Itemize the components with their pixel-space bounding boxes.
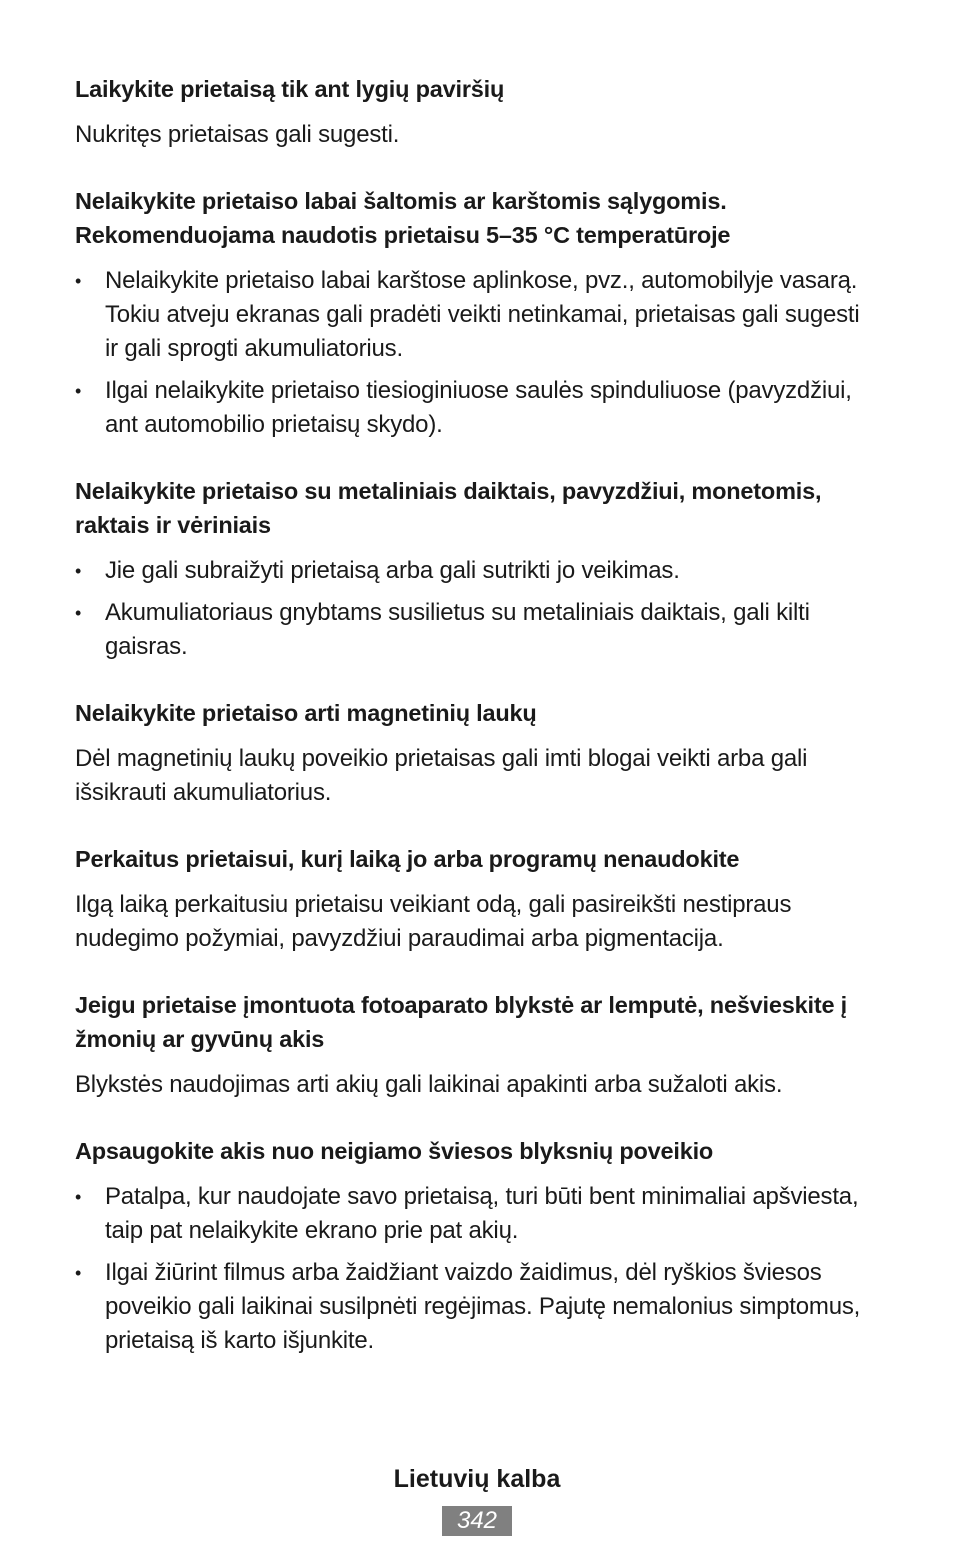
section-heading: Perkaitus prietaisui, kurį laiką jo arba programų nenaudokite <box>75 846 740 872</box>
section-paragraph: Dėl magnetinių laukų poveikio prietaisas gali imti blogai veikti arba gali išsikrauti akumuliatorius. <box>75 745 808 806</box>
bullet-icon: • <box>75 381 82 401</box>
section-paragraph: Blykstės naudojimas arti akių gali laikinai apakinti arba sužaloti akis. <box>75 1071 783 1098</box>
section-overheating <box>75 842 875 956</box>
list-item: • Ilgai nelaikykite prietaiso tiesioginiuose saulės spinduliuose (pavyzdžiui, ant automobilio prietaisų skydo). <box>75 374 875 442</box>
section-paragraph: Nukritęs prietaisas gali sugesti. <box>75 121 400 148</box>
section-magnetic-fields <box>75 696 875 810</box>
section-heading: Laikykite prietaisą tik ant lygių paviršių <box>75 76 505 102</box>
bullet-icon: • <box>75 271 82 291</box>
section-heading: Nelaikykite prietaiso su metaliniais daiktais, pavyzdžiui, monetomis, raktais ir vėriniais <box>75 478 822 538</box>
bullet-icon: • <box>75 603 82 623</box>
bullet-list <box>75 264 875 442</box>
list-item: • Akumuliatoriaus gnybtams susilietus su metaliniais daiktais, gali kilti gaisras. <box>75 596 875 664</box>
section-flash <box>75 988 875 1102</box>
section-heading: Jeigu prietaise įmontuota fotoaparato blykstė ar lemputė, nešvieskite į žmonių ar gyvūnų akis <box>75 992 847 1052</box>
section-temperature <box>75 184 875 442</box>
bullet-icon: • <box>75 1187 82 1207</box>
footer-language: Lietuvių kalba <box>393 1465 561 1493</box>
bullet-icon: • <box>75 1263 82 1283</box>
bullet-icon: • <box>75 561 82 581</box>
list-item: • Ilgai žiūrint filmus arba žaidžiant vaizdo žaidimus, dėl ryškios šviesos poveikio gali laikinai susilpnėti regėjimas. Pajutę nemalonius simptomus, prietaisą iš karto išjunkite. <box>75 1256 875 1358</box>
list-item: • Patalpa, kur naudojate savo prietaisą, turi būti bent minimaliai apšviesta, taip pat nelaikykite ekrano prie pat akių. <box>75 1180 875 1248</box>
section-eye-protection <box>75 1134 875 1358</box>
page-content <box>75 72 875 1390</box>
section-heading: Apsaugokite akis nuo neigiamo šviesos blyksnių poveikio <box>75 1138 714 1164</box>
list-item: • Nelaikykite prietaiso labai karštose aplinkose, pvz., automobilyje vasarą. Tokiu atveju ekranas gali pradėti veikti netinkamai, prietaisas gali sugesti ir gali sprogti akumuliatorius. <box>75 264 875 366</box>
section-metal-objects <box>75 474 875 664</box>
section-heading: Nelaikykite prietaiso arti magnetinių laukų <box>75 700 537 726</box>
page-number: 342 <box>442 1506 512 1536</box>
bullet-list <box>75 554 875 664</box>
section-paragraph: Ilgą laiką perkaitusiu prietaisu veikiant odą, gali pasireikšti nestipraus nudegimo požymiai, pavyzdžiui paraudimai arba pigmentacija. <box>75 891 792 952</box>
section-heading: Nelaikykite prietaiso labai šaltomis ar karštomis sąlygomis. Rekomenduojama naudotis prietaisu 5–35 °C temperatūroje <box>75 188 731 248</box>
bullet-list <box>75 1180 875 1358</box>
list-item: • Jie gali subraižyti prietaisą arba gali sutrikti jo veikimas. <box>75 554 875 588</box>
section-flat-surface <box>75 72 875 152</box>
